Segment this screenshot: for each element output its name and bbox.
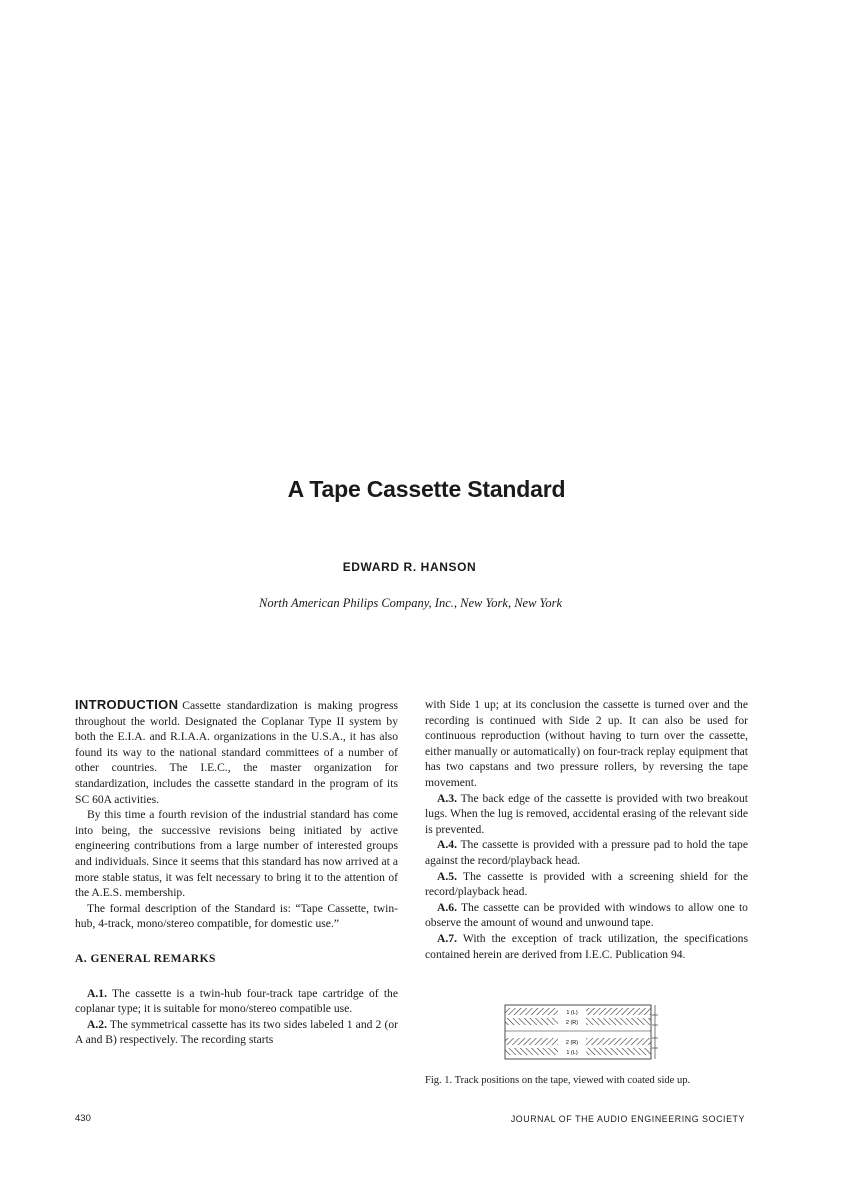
paragraph-a2 bbox=[75, 1017, 398, 1048]
paragraph-a4-text: The cassette is provided with a pressure pad to hold the tape against the record/playback head. bbox=[425, 838, 748, 867]
page-number: 430 bbox=[75, 1113, 91, 1124]
paragraph-a4-number: A.4. bbox=[437, 838, 457, 852]
paragraph-a5-number: A.5. bbox=[437, 869, 457, 883]
paragraph-a2-number: A.2. bbox=[87, 1017, 107, 1031]
figure-caption: Fig. 1. Track positions on the tape, viewed with coated side up. bbox=[425, 1075, 691, 1086]
paragraph-a3 bbox=[425, 791, 748, 838]
paragraph-a3-text: The back edge of the cassette is provided with two breakout lugs. When the lug is removed, accidental erasing of the relevant side is prevented. bbox=[425, 791, 748, 836]
paragraph-a5 bbox=[425, 869, 748, 900]
track-position-figure bbox=[503, 1003, 668, 1063]
paragraph-a1-text: The cassette is a twin-hub four-track tape cartridge of the coplanar type; it is suitable for mono/stereo compatible use. bbox=[75, 986, 398, 1016]
section-a-heading: A. GENERAL REMARKS bbox=[75, 952, 216, 965]
paragraph-a7-text: With the exception of track utilization, the specifications contained herein are derived from I.E.C. Publication 94. bbox=[425, 931, 748, 961]
track-label-3: 2 (R) bbox=[565, 1040, 579, 1046]
paragraph-a1 bbox=[75, 986, 398, 1017]
left-column bbox=[75, 697, 398, 1048]
paragraph-a7 bbox=[425, 931, 748, 962]
paragraph-a2-text: The symmetrical cassette has its two sides labeled 1 and 2 (or A and B) respectively. The recording starts bbox=[75, 1017, 398, 1047]
paragraph-a7-number: A.7. bbox=[437, 931, 457, 945]
paragraph-a2-continued: with Side 1 up; at its conclusion the cassette is turned over and the recording is continued with Side 2 up. It can also be used for continuous reproduction (without having to turn over the cassette, either manually or automatically) on four-track replay equipment that has two capstans and two pressure rollers, by reversing the tape movement. bbox=[425, 698, 748, 789]
author-name: EDWARD R. HANSON bbox=[342, 560, 477, 574]
paragraph-a6-number: A.6. bbox=[437, 900, 457, 914]
article-title: A Tape Cassette Standard bbox=[287, 476, 566, 502]
tape-track-diagram bbox=[503, 1003, 668, 1063]
intro-paragraph-2: By this time a fourth revision of the industrial standard has come into being, the successive revisions being initiated by active engineering contributions from a large number of interested groups and individuals. Since it seems that this standard has now arrived at a more stable status, it was felt necessary to bring it to the attention of the A.E.S. membership. bbox=[75, 808, 398, 900]
intro-text-1: Cassette standardization is making progress throughout the world. Designated the Coplanar Type II system by both the E.I.A. and R.I.A.A. organizations in the U.S.A., it has also found its way to the national standard committees of a number of other countries. The I.E.C., the master organization for standardization, includes the cassette standard in the program of its SC 60A activities. bbox=[75, 699, 398, 806]
paragraph-a6-text: The cassette can be provided with windows to allow one to observe the amount of wound and unwound tape. bbox=[425, 900, 748, 930]
paragraph-a3-number: A.3. bbox=[437, 791, 457, 805]
intro-paragraph-3: The formal description of the Standard is: “Tape Cassette, twin-hub, 4-track, mono/stereo compatible, for domestic use.” bbox=[75, 901, 398, 931]
track-label-2: 2 (R) bbox=[565, 1020, 579, 1026]
introduction-heading: INTRODUCTION bbox=[75, 697, 179, 712]
paragraph-a5-text: The cassette is provided with a screening shield for the record/playback head. bbox=[425, 869, 748, 899]
journal-name: JOURNAL OF THE AUDIO ENGINEERING SOCIETY bbox=[510, 1114, 745, 1124]
track-label-1: 1 (L) bbox=[566, 1010, 578, 1016]
track-label-4: 1 (L) bbox=[566, 1050, 578, 1056]
intro-paragraph-1 bbox=[75, 697, 398, 807]
author-affiliation: North American Philips Company, Inc., New York, New York bbox=[258, 596, 563, 610]
paragraph-a1-number: A.1. bbox=[87, 986, 107, 1000]
paragraph-a4 bbox=[425, 837, 748, 868]
right-column bbox=[425, 697, 748, 962]
paragraph-a6 bbox=[425, 900, 748, 931]
